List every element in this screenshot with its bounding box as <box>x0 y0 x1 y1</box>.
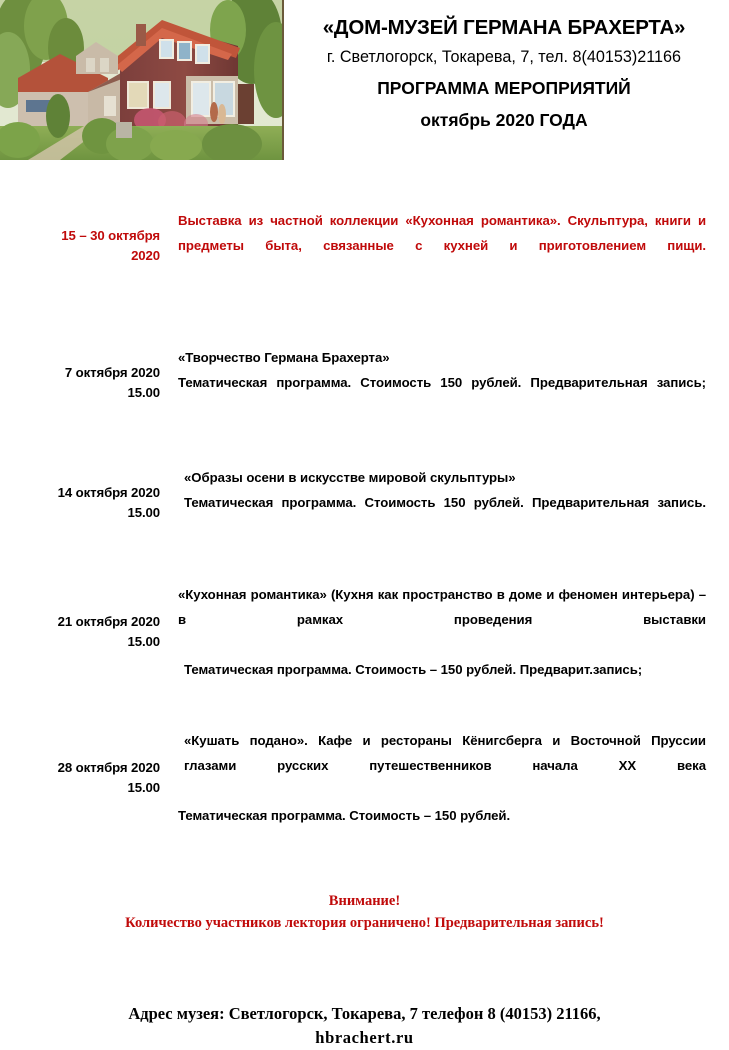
footer-address-block <box>0 1002 729 1050</box>
attention-heading: Внимание! <box>328 893 401 909</box>
event-title-line: «Кухонная романтика» (Кухня как пространство в доме и феномен интерьера) – в рамках проведения выставки <box>178 587 706 627</box>
event-date-line1: 14 октября 2020 <box>57 484 160 500</box>
event-time: 15.00 <box>127 634 160 649</box>
event-row <box>0 345 729 420</box>
attention-notice <box>0 890 729 934</box>
event-row <box>0 208 729 283</box>
event-time: 15.00 <box>127 504 160 520</box>
footer-address: Адрес музея: Светлогорск, Токарева, 7 телефон 8 (40153) 21166, <box>128 1004 601 1023</box>
event-date <box>0 758 160 798</box>
footer-website[interactable]: hbrachert.ru <box>315 1028 414 1047</box>
event-date-line1: 28 октября 2020 <box>57 760 160 775</box>
event-description-line: Тематическая программа. Стоимость – 150 рублей. <box>178 808 511 823</box>
museum-house-photo <box>0 0 284 160</box>
document-header <box>0 0 729 162</box>
programme-list <box>0 208 729 828</box>
event-date-line1: 21 октября 2020 <box>57 614 160 629</box>
event-row <box>0 728 729 828</box>
event-description <box>178 728 706 828</box>
event-description-line: Тематическая программа. Стоимость 150 рублей. Предварительная запись; <box>178 375 706 390</box>
event-time: 15.00 <box>127 384 160 400</box>
event-description-line: Тематическая программа. Стоимость 150 рублей. Предварительная запись. <box>184 495 706 510</box>
event-description <box>178 465 706 540</box>
attention-text: Количество участников лектория ограничено! Предварительная запись! <box>125 915 604 931</box>
event-date <box>0 363 160 403</box>
header-text-block <box>288 14 720 137</box>
event-title-line: «Образы осени в искусстве мировой скульптуры» <box>184 470 516 485</box>
event-description <box>178 582 706 682</box>
event-date-line1: 7 октября 2020 <box>64 364 160 380</box>
programme-month: октябрь 2020 ГОДА <box>420 110 588 130</box>
event-description-line: Тематическая программа. Стоимость – 150 рублей. Предварит.запись; <box>184 662 643 677</box>
event-description-line: Выставка из частной коллекции «Кухонная романтика». Скульптура, книги и предметы быта, связанные с кухней и приготовлением пищи. <box>178 213 706 253</box>
event-title-line: «Кушать подано». Кафе и рестораны Кёнигсберга и Восточной Пруссии глазами русских путешественников начала XX века <box>184 733 706 773</box>
event-date <box>0 612 160 652</box>
event-title-line: «Творчество Германа Брахерта» <box>178 350 390 365</box>
event-date-line2: 2020 <box>131 247 160 263</box>
museum-address-line: г. Светлогорск, Токарева, 7, тел. 8(40153)21166 <box>326 48 682 66</box>
event-time: 15.00 <box>127 780 160 795</box>
event-date-line1: 15 – 30 октября <box>61 227 160 243</box>
museum-title: «ДОМ-МУЗЕЙ ГЕРМАНА БРАХЕРТА» <box>322 16 686 39</box>
event-description <box>178 345 706 420</box>
programme-label: ПРОГРАММА МЕРОПРИЯТИЙ <box>377 78 631 98</box>
event-row <box>0 465 729 540</box>
event-row <box>0 582 729 682</box>
event-date <box>0 483 160 523</box>
event-description <box>178 208 706 283</box>
event-date <box>0 226 160 266</box>
